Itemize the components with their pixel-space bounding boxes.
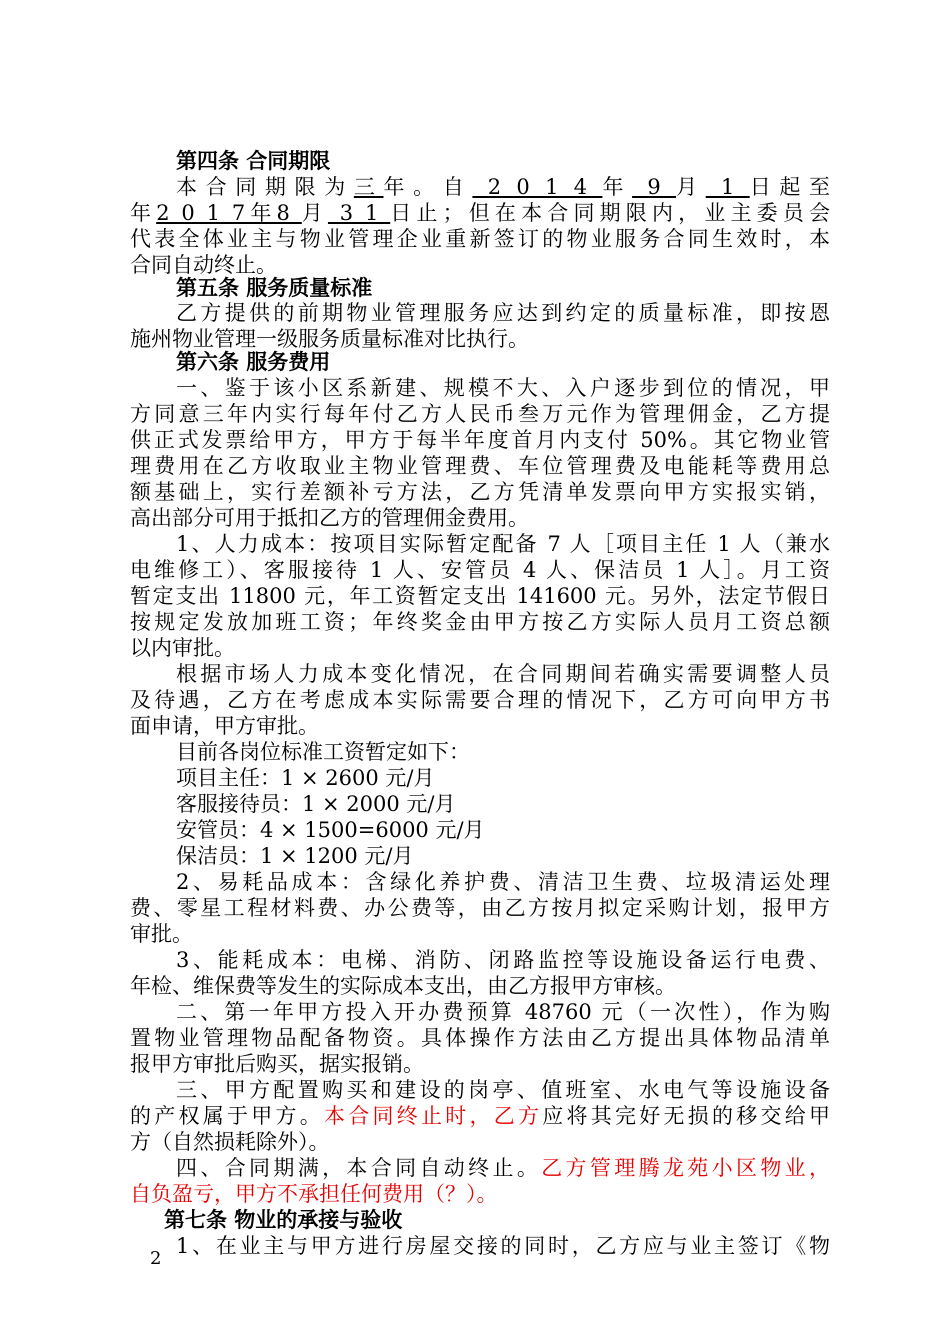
- text-line: [130, 921, 830, 947]
- text-span: 第六条 服务费用: [176, 349, 331, 374]
- text-span: 方（自然损耗除外）。: [130, 1130, 330, 1154]
- text-span: 根据市场人力成本变化情况，在合同期间若确实需要调整人员: [176, 662, 830, 686]
- text-span: 2、易耗品成本：含绿化养护费、清洁卫生费、垃圾清运处理: [176, 870, 830, 894]
- text-span: 客服接待员：1 × 2000 元/月: [176, 792, 456, 816]
- text-line: [176, 661, 830, 687]
- text-line: [176, 999, 830, 1025]
- text-line: [130, 1051, 830, 1077]
- text-span: 电维修工）、客服接待 1 人、安管员 4 人、保洁员 1 人］。月工资: [130, 558, 830, 582]
- text-line: [130, 1181, 830, 1207]
- text-line: [176, 531, 830, 557]
- text-line: [176, 375, 830, 401]
- text-line: [130, 609, 830, 635]
- text-line: [130, 453, 830, 479]
- text-span: 费、零星工程材料费、办公费等，由乙方按月拟定采购计划，报甲方: [130, 896, 830, 920]
- text-span: 代表全体业主与物业管理企业重新签订的物业服务合同生效时，本: [130, 227, 830, 251]
- text-span: 额基础上，实行差额补亏方法，乙方凭清单发票向甲方实报实销，: [130, 480, 830, 504]
- text-span: 目前各岗位标准工资暂定如下：: [176, 740, 470, 764]
- text-line: [130, 505, 830, 531]
- text-span: 暂定支出 11800 元，年工资暂定支出 141600 元。另外，法定节假日: [130, 584, 830, 608]
- text-line: [176, 791, 830, 817]
- text-line: [176, 300, 830, 326]
- text-line: [176, 869, 830, 895]
- section-heading: [164, 1207, 830, 1233]
- text-span: 四、合同期满，本合同自动终止。: [176, 1156, 542, 1180]
- text-line: [130, 226, 830, 252]
- text-line: [130, 557, 830, 583]
- text-line: [176, 947, 830, 973]
- text-span: 安管员：4 × 1500=6000 元/月: [176, 818, 485, 842]
- text-line: [130, 583, 830, 609]
- highlighted-text: 乙方管理腾龙苑小区物业，: [541, 1156, 831, 1180]
- underlined-field: 2 0 1 4: [472, 175, 603, 199]
- text-span: 供正式发票给甲方，甲方于每半年度首月内支付 50%。其它物业管: [130, 428, 830, 452]
- text-span: 保洁员：1 × 1200 元/月: [176, 844, 414, 868]
- text-span: 日起至: [749, 175, 830, 199]
- underlined-field: 三: [353, 175, 384, 199]
- text-span: 面申请，甲方审批。: [130, 714, 319, 738]
- text-span: 方同意三年内实行每年付乙方人民币叁万元作为管理佣金，乙方提: [130, 402, 830, 426]
- text-span: 第四条 合同期限: [176, 148, 331, 173]
- text-line: [130, 687, 830, 713]
- text-span: 合同自动终止。: [130, 253, 277, 277]
- text-span: 第七条 物业的承接与验收: [164, 1207, 403, 1232]
- text-line: [176, 174, 830, 200]
- highlighted-text: 本合同终止时，乙方: [324, 1104, 543, 1128]
- text-span: 本合同期限为: [176, 175, 354, 199]
- text-line: [130, 427, 830, 453]
- page-number: 2: [150, 1248, 162, 1269]
- text-line: [176, 1233, 830, 1259]
- text-span: 年: [130, 201, 157, 225]
- text-span: 审批。: [130, 922, 193, 946]
- text-line: [130, 401, 830, 427]
- highlighted-text: 自负盈亏，甲方不承担任何费用（？）。: [130, 1182, 498, 1206]
- text-span: 一、鉴于该小区系新建、规模不大、入户逐步到位的情况，甲: [176, 376, 830, 400]
- text-line: [130, 635, 830, 661]
- text-span: 报甲方审批后购买，据实报销。: [130, 1052, 424, 1076]
- text-line: [130, 895, 830, 921]
- underlined-field: 2 0 1 7年8: [156, 201, 302, 225]
- text-line: [130, 1103, 830, 1129]
- text-line: [130, 200, 830, 226]
- text-span: 第五条 服务质量标准: [176, 275, 373, 300]
- text-line: [176, 843, 830, 869]
- text-span: 二、第一年甲方投入开办费预算 48760 元（一次性），作为购: [176, 1000, 830, 1024]
- text-span: 年。自: [383, 175, 473, 199]
- text-line: [130, 713, 830, 739]
- text-line: [130, 1129, 830, 1155]
- text-span: 日止；但在本合同期限内，业主委员会: [390, 201, 831, 225]
- section-heading: [176, 349, 830, 375]
- text-span: 以内审批。: [130, 636, 235, 660]
- text-span: 应将其完好无损的移交给甲: [542, 1104, 830, 1128]
- text-line: [176, 1077, 830, 1103]
- text-line: [176, 765, 830, 791]
- text-line: [176, 739, 830, 765]
- text-span: 年: [602, 175, 633, 199]
- text-line: [176, 817, 830, 843]
- underlined-field: 1: [705, 175, 750, 199]
- text-span: 月: [676, 175, 706, 199]
- text-span: 月: [301, 201, 328, 225]
- text-span: 1、人力成本：按项目实际暂定配备 7 人［项目主任 1 人（兼水: [176, 532, 830, 556]
- text-span: 项目主任：1 × 2600 元/月: [176, 766, 435, 790]
- text-span: 3、能耗成本：电梯、消防、闭路监控等设施设备运行电费、: [176, 948, 830, 972]
- text-line: [130, 479, 830, 505]
- text-span: 施州物业管理一级服务质量标准对比执行。: [130, 327, 529, 351]
- section-heading: [176, 275, 830, 301]
- underlined-field: 3 1: [327, 201, 391, 225]
- text-span: 及待遇，乙方在考虑成本实际需要合理的情况下，乙方可向甲方书: [130, 688, 830, 712]
- text-span: 置物业管理物品配备物资。具体操作方法由乙方提出具体物品清单: [130, 1026, 830, 1050]
- text-span: 理费用在乙方收取业主物业管理费、车位管理费及电能耗等费用总: [130, 454, 830, 478]
- section-heading: [176, 148, 830, 174]
- text-span: 1、在业主与甲方进行房屋交接的同时，乙方应与业主签订《物: [176, 1234, 830, 1258]
- text-span: 按规定发放加班工资；年终奖金由甲方按乙方实际人员月工资总额: [130, 610, 830, 634]
- underlined-field: 9: [632, 175, 677, 199]
- text-line: [130, 1025, 830, 1051]
- text-line: [176, 1155, 830, 1181]
- text-span: 年检、维保费等发生的实际成本支出，由乙方报甲方审核。: [130, 974, 676, 998]
- text-span: 的产权属于甲方。: [130, 1104, 324, 1128]
- text-span: 高出部分可用于抵扣乙方的管理佣金费用。: [130, 506, 529, 530]
- text-span: 乙方提供的前期物业管理服务应达到约定的质量标准，即按恩: [176, 301, 830, 325]
- text-span: 三、甲方配置购买和建设的岗亭、值班室、水电气等设施设备: [176, 1078, 830, 1102]
- text-line: [130, 973, 830, 999]
